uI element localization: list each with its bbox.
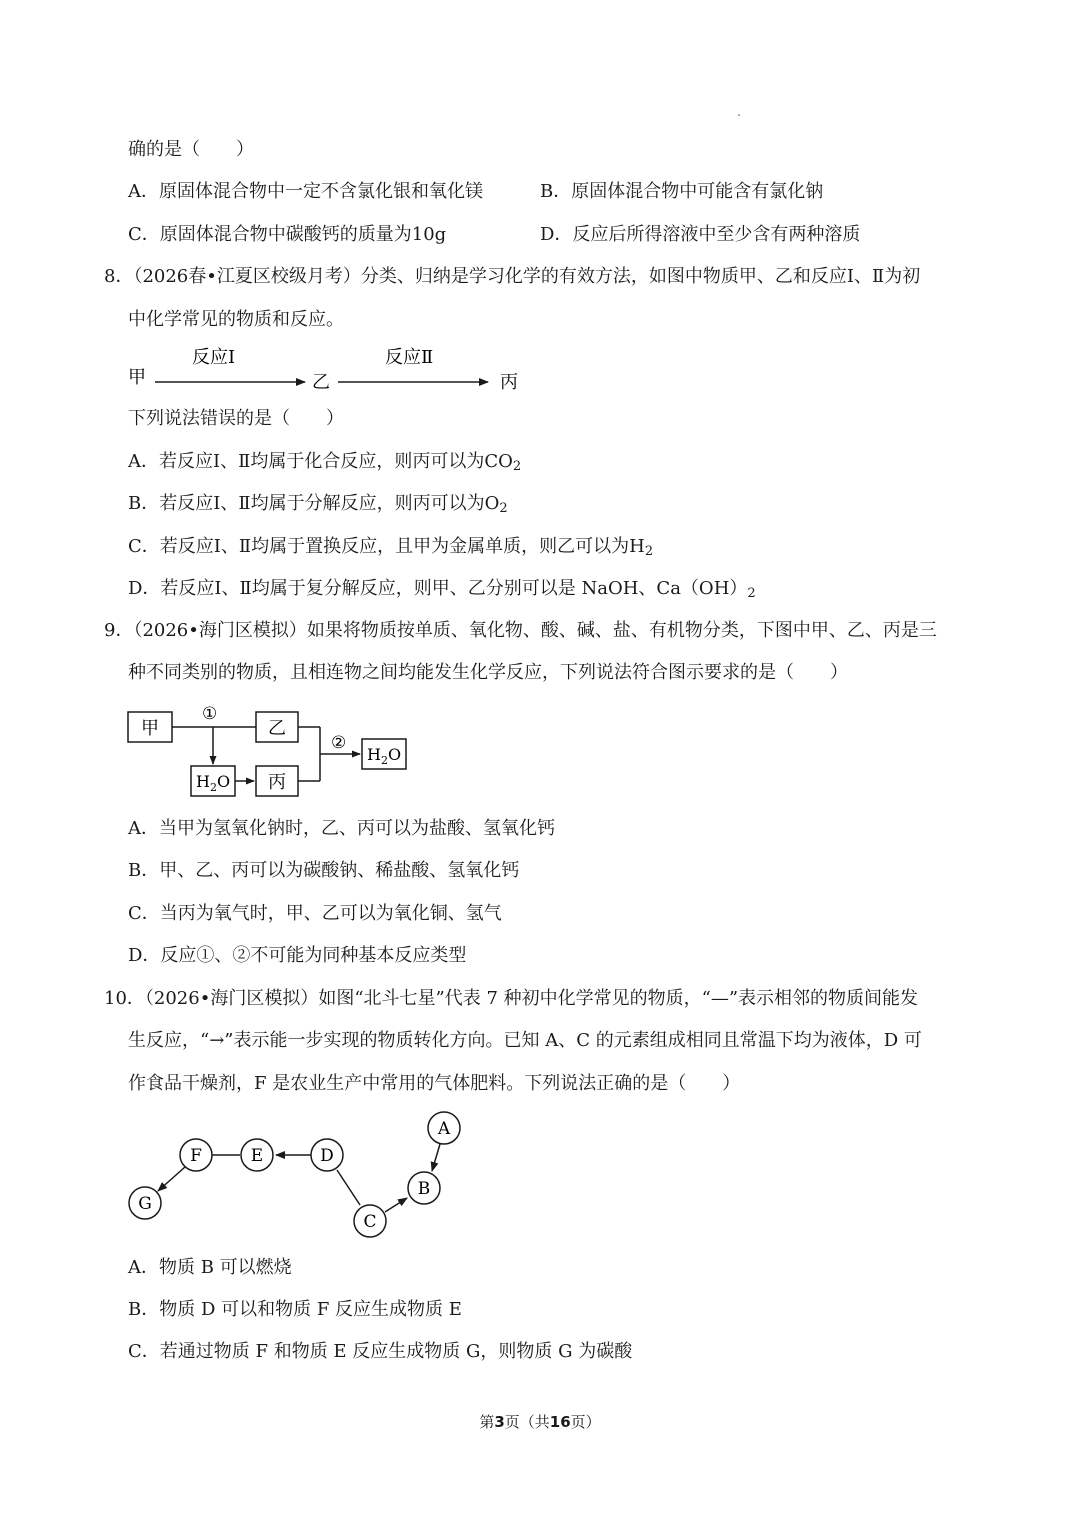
q7-stem-tail: 确的是（ ） (128, 139, 254, 160)
q9-label-yi: 乙 (268, 718, 286, 739)
footer-page-number: 3 (494, 1413, 505, 1431)
q8-option-a: A．若反应Ⅰ、Ⅱ均属于化合反应，则丙可以为$CO_2$ (128, 451, 522, 474)
q10-node-c-label: C (363, 1212, 377, 1232)
q8-reaction2-label: 反应Ⅱ (385, 347, 434, 368)
q7-option-a: A．原固体混合物中一定不含氯化银和氧化镁 (128, 181, 483, 202)
q9-label-bing: 丙 (268, 772, 286, 793)
q9-reaction-2-marker: ② (331, 733, 347, 753)
q8-option-d: D．若反应Ⅰ、Ⅱ均属于复分解反应，则甲、乙分别可以是 NaOH、$Ca(OH)_2$ (128, 578, 756, 601)
q10-node-g-label: G (138, 1194, 152, 1214)
q7-option-b: B．原固体混合物中可能含有氯化钠 (540, 181, 824, 202)
q8-reaction1-label: 反应Ⅰ (192, 347, 236, 368)
q9-option-c: C．当丙为氧气时，甲、乙可以为氧化铜、氢气 (128, 903, 502, 924)
q9-stem-line1: 9．（2026•海门区模拟）如果将物质按单质、氧化物、酸、碱、盐、有机物分类，下图中甲、乙、丙是三 (104, 620, 937, 641)
q9-option-b: B．甲、乙、丙可以为碳酸钠、稀盐酸、氢氧化钙 (128, 860, 520, 881)
q10-arrow-a-b (432, 1144, 440, 1171)
q9-stem-line2: 种不同类别的物质，且相连物之间均能发生化学反应，下列说法符合图示要求的是（ ） (128, 662, 848, 683)
q9-reaction-1-marker: ① (202, 704, 218, 724)
q10-stem-line3: 作食品干燥剂，F 是农业生产中常用的气体肥料。下列说法正确的是（ ） (128, 1073, 741, 1094)
page-footer: 第3页（共16页） (479, 1413, 601, 1431)
q8-node-bing: 丙 (500, 372, 518, 393)
q10-link-d-c (337, 1170, 360, 1205)
q7-option-c: C．原固体混合物中碳酸钙的质量为10g (128, 224, 447, 245)
q8-question: 下列说法错误的是（ ） (128, 408, 344, 429)
q7-option-d: D．反应后所得溶液中至少含有两种溶质 (540, 224, 861, 245)
q10-stem-line2: 生反应，“→”表示能一步实现的物质转化方向。已知 A、C 的元素组成相同且常温下均为液体，D 可 (128, 1030, 922, 1051)
q8-option-c: C．若反应Ⅰ、Ⅱ均属于置换反应，且甲为金属单质，则乙可以为$H_2$ (128, 536, 654, 559)
q10-node-b-label: B (417, 1179, 431, 1199)
footer-total-pages: 16 (549, 1413, 571, 1431)
q10-node-f-label: F (190, 1146, 202, 1166)
q10-option-c: C．若通过物质 F 和物质 E 反应生成物质 G，则物质 G 为碳酸 (128, 1341, 633, 1362)
q8-stem-line1: 8．（2026春•江夏区校级月考）分类、归纳是学习化学的有效方法，如图中物质甲、乙和反应Ⅰ、Ⅱ为初 (104, 266, 921, 287)
q9-label-jia: 甲 (141, 718, 159, 739)
q8-node-jia: 甲 (128, 367, 146, 388)
q10-node-e-label: E (250, 1146, 264, 1166)
q8-stem-line2: 中化学常见的物质和反应。 (128, 309, 344, 330)
q10-stem-line1: 10．（2026•海门区模拟）如图“北斗七星”代表 7 种初中化学常见的物质，“—”表示相邻的物质间能发 (104, 988, 919, 1009)
q9-option-d: D．反应①、②不可能为同种基本反应类型 (128, 945, 467, 966)
q8-option-b: B．若反应Ⅰ、Ⅱ均属于分解反应，则丙可以为$O_2$ (128, 493, 508, 516)
q10-option-b: B．物质 D 可以和物质 F 反应生成物质 E (128, 1299, 462, 1320)
q10-node-a-label: A (437, 1119, 451, 1139)
q10-arrow-c-b (385, 1198, 407, 1212)
q10-node-d-label: D (320, 1146, 334, 1166)
q10-option-a: A．物质 B 可以燃烧 (128, 1257, 292, 1278)
q9-label-h2o-right: $H_2O$ (367, 745, 402, 767)
q9-option-a: A．当甲为氢氧化钠时，乙、丙可以为盐酸、氢氧化钙 (128, 818, 555, 839)
q9-label-h2o-left: $H_2O$ (196, 772, 231, 794)
q10-arrow-f-g (158, 1167, 185, 1191)
q8-node-yi: 乙 (312, 372, 330, 393)
